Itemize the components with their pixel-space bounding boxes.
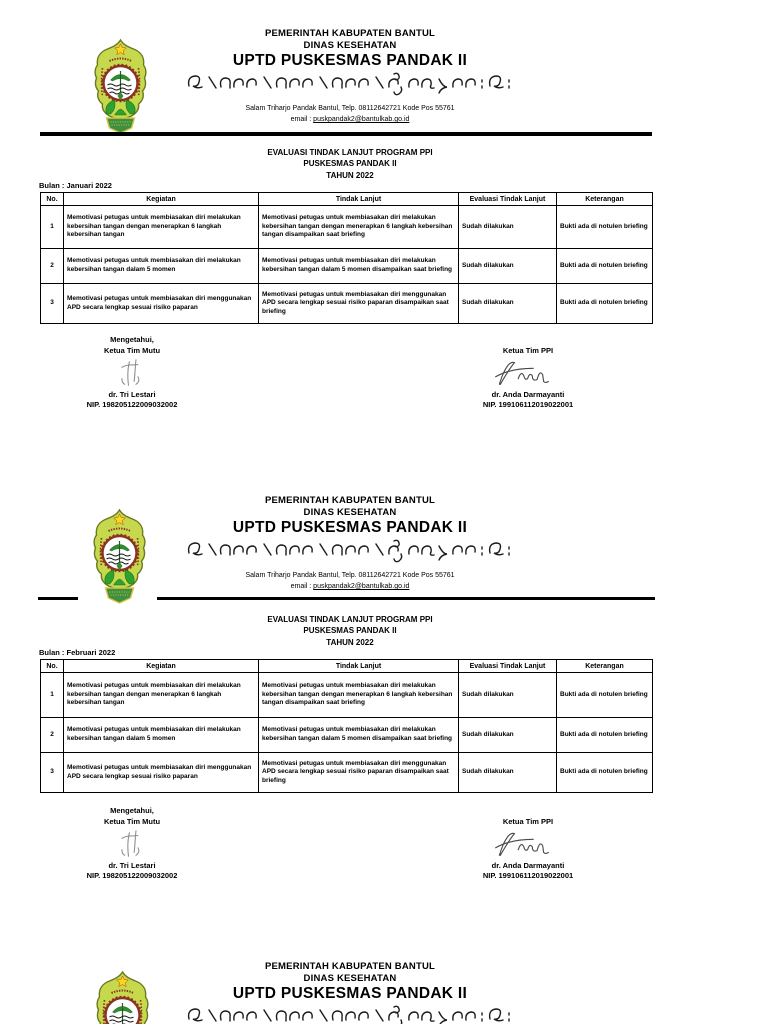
signature-scribble-anda: [453, 356, 603, 390]
cell-no: 2: [41, 718, 64, 753]
government-name: PEMERINTAH KABUPATEN BANTUL: [264, 961, 436, 972]
signature-block-ketua-tim-ppi: [453, 345, 603, 410]
cell-keterangan: Bukti ada di notulen briefing: [557, 718, 653, 753]
cell-evaluasi: Sudah dilakukan: [459, 249, 557, 284]
col-header-keterangan: Keterangan: [557, 660, 653, 673]
signature-block-ketua-tim-mutu: [57, 334, 207, 410]
cell-no: 1: [41, 206, 64, 249]
signature-role: Ketua Tim PPI: [502, 817, 554, 826]
signature-role: Ketua Tim PPI: [502, 346, 554, 355]
cell-evaluasi: Sudah dilakukan: [459, 753, 557, 793]
signature-nip: NIP. 198205122009032002: [86, 871, 178, 880]
col-header-kegiatan: Kegiatan: [64, 193, 259, 206]
signature-nip: NIP. 199106112019022001: [482, 871, 574, 880]
email-link[interactable]: puskpandak2@bantulkab.go.id: [313, 116, 410, 123]
document-title-page-1: [40, 147, 660, 181]
table-row: [41, 673, 653, 718]
table-header-row: [41, 660, 653, 673]
address-line: Salam Triharjo Pandak Bantul, Telp. 08112642721 Kode Pos 55761: [245, 105, 455, 112]
cell-evaluasi: Sudah dilakukan: [459, 206, 557, 249]
letterhead-rule-stub: [38, 597, 78, 600]
cell-tindak-lanjut: Memotivasi petugas untuk membiasakan diri melakukan kebersihan tangan dalam 5 momen disampaikan saat briefing: [259, 249, 459, 284]
government-name: PEMERINTAH KABUPATEN BANTUL: [264, 28, 436, 39]
table-row: [41, 206, 653, 249]
cell-keterangan: Bukti ada di notulen briefing: [557, 673, 653, 718]
col-header-evaluasi: Evaluasi Tindak Lanjut: [459, 660, 557, 673]
col-header-tindak-lanjut: Tindak Lanjut: [259, 660, 459, 673]
table-row: [41, 249, 653, 284]
cell-keterangan: Bukti ada di notulen briefing: [557, 249, 653, 284]
signature-nip: NIP. 198205122009032002: [86, 400, 178, 409]
department-name: DINAS KESEHATAN: [303, 973, 397, 984]
letterhead-page-1: [40, 27, 660, 125]
cell-keterangan: Bukti ada di notulen briefing: [557, 206, 653, 249]
cell-kegiatan: Memotivasi petugas untuk membiasakan diri menggunakan APD secara lengkap sesuai risiko paparan: [64, 284, 259, 324]
title-line-2: PUSKESMAS PANDAK II: [303, 159, 397, 169]
signature-name: dr. Tri Lestari: [108, 390, 156, 399]
month-label-february: Bulan : Februari 2022: [39, 648, 116, 657]
government-name: PEMERINTAH KABUPATEN BANTUL: [264, 495, 436, 506]
table-row: [41, 284, 653, 324]
office-name: UPTD PUSKESMAS PANDAK II: [232, 985, 468, 1002]
cell-keterangan: Bukti ada di notulen briefing: [557, 284, 653, 324]
cell-tindak-lanjut: Memotivasi petugas untuk membiasakan diri melakukan kebersihan tangan dalam 5 momen disampaikan saat briefing: [259, 718, 459, 753]
col-header-no: No.: [41, 660, 64, 673]
signature-scribble-tri: [57, 356, 207, 390]
signature-scribble-anda: [453, 827, 603, 861]
table-row: [41, 718, 653, 753]
cell-kegiatan: Memotivasi petugas untuk membiasakan diri melakukan kebersihan tangan dalam 5 momen: [64, 249, 259, 284]
email-label: email :: [290, 116, 312, 123]
cell-kegiatan: Memotivasi petugas untuk membiasakan diri melakukan kebersihan tangan dengan menerapkan 6 langkah kebersihan tangan: [64, 673, 259, 718]
cell-kegiatan: Memotivasi petugas untuk membiasakan diri melakukan kebersihan tangan dalam 5 momen: [64, 718, 259, 753]
cell-evaluasi: Sudah dilakukan: [459, 718, 557, 753]
col-header-evaluasi: Evaluasi Tindak Lanjut: [459, 193, 557, 206]
cell-keterangan: Bukti ada di notulen briefing: [557, 753, 653, 793]
cell-evaluasi: Sudah dilakukan: [459, 673, 557, 718]
signature-block-ketua-tim-mutu: [57, 805, 207, 881]
evaluation-table-february: [40, 659, 653, 793]
table-header-row: [41, 193, 653, 206]
cell-evaluasi: Sudah dilakukan: [459, 284, 557, 324]
evaluation-table-january: [40, 192, 653, 324]
signature-role: Ketua Tim Mutu: [103, 346, 161, 355]
signature-name: dr. Anda Darmayanti: [491, 390, 565, 399]
col-header-no: No.: [41, 193, 64, 206]
office-name: UPTD PUSKESMAS PANDAK II: [232, 52, 468, 69]
signature-name: dr. Tri Lestari: [108, 861, 156, 870]
signature-role: Ketua Tim Mutu: [103, 817, 161, 826]
col-header-keterangan: Keterangan: [557, 193, 653, 206]
department-name: DINAS KESEHATAN: [303, 507, 397, 518]
letterhead-rule: [40, 132, 652, 136]
email-link[interactable]: puskpandak2@bantulkab.go.id: [313, 583, 410, 590]
cell-kegiatan: Memotivasi petugas untuk membiasakan diri melakukan kebersihan tangan dengan menerapkan 6 langkah kebersihan tangan: [64, 206, 259, 249]
signature-preline: Mengetahui,: [110, 806, 154, 815]
email-line: [40, 114, 660, 125]
month-label-january: Bulan : Januari 2022: [39, 181, 112, 190]
email-label: email :: [290, 583, 312, 590]
signature-block-ketua-tim-ppi: [453, 816, 603, 881]
javanese-script-motto: [40, 536, 660, 568]
title-line-2: PUSKESMAS PANDAK II: [303, 626, 397, 636]
letterhead-rule: [157, 597, 655, 600]
cell-tindak-lanjut: Memotivasi petugas untuk membiasakan diri menggunakan APD secara lengkap sesuai risiko paparan disampaikan saat briefing: [259, 284, 459, 324]
title-line-3: TAHUN 2022: [326, 170, 374, 180]
col-header-tindak-lanjut: Tindak Lanjut: [259, 193, 459, 206]
office-name: UPTD PUSKESMAS PANDAK II: [232, 519, 468, 536]
title-line-1: EVALUASI TINDAK LANJUT PROGRAM PPI: [267, 148, 433, 157]
cell-no: 3: [41, 753, 64, 793]
signature-scribble-tri: [57, 827, 207, 861]
document-title-page-2: [40, 614, 660, 648]
department-name: DINAS KESEHATAN: [303, 40, 397, 51]
cell-tindak-lanjut: Memotivasi petugas untuk membiasakan diri menggunakan APD secara lengkap sesuai risiko paparan disampaikan saat briefing: [259, 753, 459, 793]
col-header-kegiatan: Kegiatan: [64, 660, 259, 673]
cell-no: 1: [41, 673, 64, 718]
address-line: Salam Triharjo Pandak Bantul, Telp. 08112642721 Kode Pos 55761: [245, 572, 455, 579]
letterhead-page-3: [40, 960, 660, 1024]
javanese-script-motto: [40, 69, 660, 101]
email-line: [40, 581, 660, 592]
signature-nip: NIP. 199106112019022001: [482, 400, 574, 409]
table-row: [41, 753, 653, 793]
signature-preline: Mengetahui,: [110, 335, 154, 344]
title-line-3: TAHUN 2022: [326, 637, 374, 647]
signature-name: dr. Anda Darmayanti: [491, 861, 565, 870]
title-line-1: EVALUASI TINDAK LANJUT PROGRAM PPI: [267, 615, 433, 624]
cell-tindak-lanjut: Memotivasi petugas untuk membiasakan diri melakukan kebersihan tangan dengan menerapkan 6 langkah kebersihan tangan disampaikan saat briefing: [259, 673, 459, 718]
cell-no: 3: [41, 284, 64, 324]
letterhead-page-2: [40, 494, 660, 592]
cell-no: 2: [41, 249, 64, 284]
cell-tindak-lanjut: Memotivasi petugas untuk membiasakan diri melakukan kebersihan tangan dengan menerapkan 6 langkah kebersihan tangan disampaikan saat briefing: [259, 206, 459, 249]
cell-kegiatan: Memotivasi petugas untuk membiasakan diri menggunakan APD secara lengkap sesuai risiko paparan: [64, 753, 259, 793]
javanese-script-motto: [40, 1002, 660, 1024]
